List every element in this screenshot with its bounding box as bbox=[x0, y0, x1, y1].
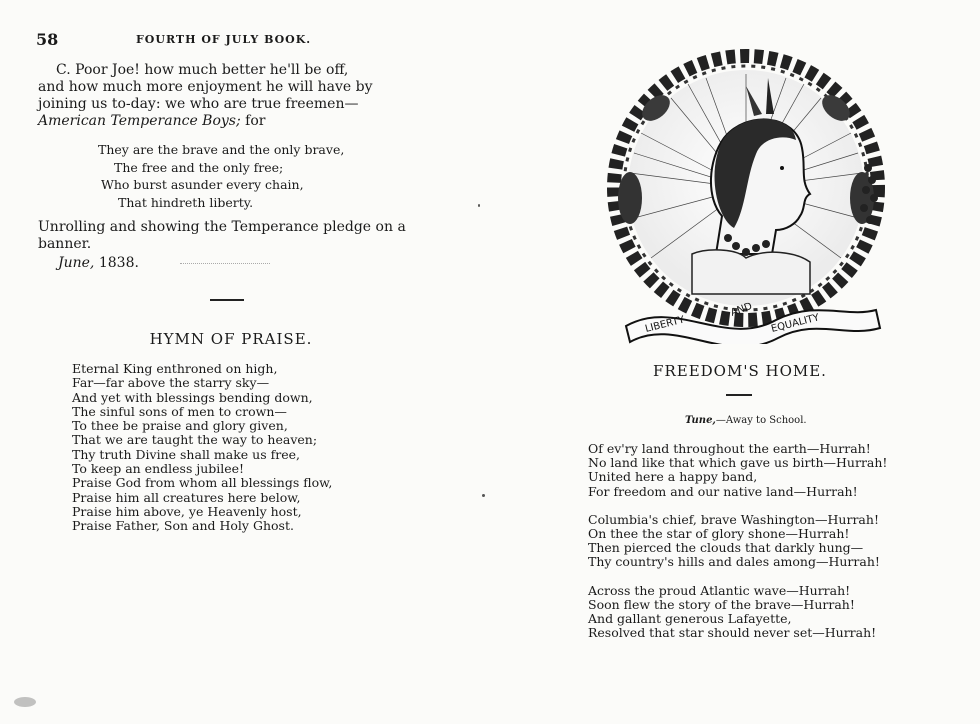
paragraph-line: joining us to-day: we who are true freemen— bbox=[38, 96, 359, 112]
banner-word-equality: EQUALITY bbox=[770, 312, 821, 335]
tune-line bbox=[685, 415, 807, 426]
stanza bbox=[588, 442, 887, 499]
stanza bbox=[588, 513, 887, 570]
song-line: For freedom and our native land—Hurrah! bbox=[588, 483, 858, 499]
hymn-line: To thee be praise and glory given, bbox=[72, 418, 288, 434]
paragraph-line: C. Poor Joe! how much better he'll be off, bbox=[56, 62, 349, 78]
stage-direction: Unrolling and showing the Temperance pledge on a banner. bbox=[38, 219, 406, 252]
hymn-line: Praise God from whom all blessings flow, bbox=[72, 475, 333, 491]
song-body bbox=[588, 442, 887, 654]
hymn-line: To keep an endless jubilee! bbox=[72, 461, 245, 477]
song-line: Soon flew the story of the brave—Hurrah! bbox=[588, 596, 855, 612]
song-line: And gallant generous Lafayette, bbox=[588, 611, 792, 627]
dotted-rule bbox=[180, 263, 270, 264]
song-line: On thee the star of glory shone—Hurrah! bbox=[588, 526, 850, 542]
date-year: 1838. bbox=[94, 255, 139, 271]
verse-line: Who burst asunder every chain, bbox=[101, 177, 304, 192]
song-line: Resolved that star should never set—Hurrah! bbox=[588, 625, 877, 641]
verse-line: They are the brave and the only brave, bbox=[98, 142, 345, 157]
running-head: FOURTH OF JULY BOOK. bbox=[136, 33, 312, 46]
hymn-line: Praise him above, ye Heavenly host, bbox=[72, 503, 302, 519]
song-line: Then pierced the clouds that darkly hung— bbox=[588, 540, 864, 556]
song-line: No land like that which gave us birth—Hurrah! bbox=[588, 455, 888, 471]
hymn-line: Far—far above the starry sky— bbox=[72, 375, 270, 391]
verse-line: The free and the only free; bbox=[114, 159, 284, 175]
tune-name: —Away to School. bbox=[715, 415, 807, 426]
song-line: United here a happy band, bbox=[588, 469, 758, 485]
hymn-line: The sinful sons of men to crown— bbox=[72, 403, 287, 419]
section-divider bbox=[210, 299, 244, 301]
liberty-emblem-illustration bbox=[596, 48, 896, 344]
right-page bbox=[490, 0, 980, 724]
song-line: Thy country's hills and dales among—Hurrah! bbox=[588, 554, 880, 570]
paragraph-line bbox=[38, 113, 428, 130]
banner-word-liberty: LIBERTY bbox=[644, 314, 686, 335]
print-speck bbox=[482, 494, 485, 497]
quoted-verse bbox=[98, 141, 344, 211]
date-line bbox=[58, 255, 139, 271]
banner-word-and: AND bbox=[729, 300, 754, 319]
dialogue-paragraph bbox=[38, 62, 428, 130]
song-line: Of ev'ry land throughout the earth—Hurrah! bbox=[588, 441, 871, 456]
italic-phrase: American Temperance Boys; bbox=[38, 113, 241, 129]
date-month: June, bbox=[58, 255, 95, 271]
song-title: FREEDOM'S HOME. bbox=[653, 362, 827, 380]
hymn-body bbox=[72, 362, 332, 534]
hymn-line: Praise Father, Son and Holy Ghost. bbox=[72, 518, 294, 534]
hymn-title: HYMN OF PRAISE. bbox=[149, 330, 313, 348]
verse-line: That hindreth liberty. bbox=[118, 194, 254, 210]
paragraph-line: and how much more enjoyment he will have by bbox=[38, 79, 373, 95]
paragraph-tail: for bbox=[240, 113, 266, 129]
hymn-line: Eternal King enthroned on high, bbox=[72, 361, 278, 376]
print-smudge bbox=[14, 697, 36, 707]
song-line: Across the proud Atlantic wave—Hurrah! bbox=[588, 582, 851, 598]
hymn-line: Praise him all creatures here below, bbox=[72, 489, 301, 505]
stanza bbox=[588, 584, 887, 641]
page-number: 58 bbox=[36, 30, 59, 49]
hymn-line: And yet with blessings bending down, bbox=[72, 389, 313, 405]
print-speck bbox=[478, 204, 480, 207]
song-line: Columbia's chief, brave Washington—Hurrah! bbox=[588, 511, 879, 527]
tune-label: Tune, bbox=[685, 415, 716, 426]
title-divider bbox=[726, 394, 752, 396]
hymn-line: That we are taught the way to heaven; bbox=[72, 432, 318, 448]
hymn-line: Thy truth Divine shall make us free, bbox=[72, 446, 300, 462]
